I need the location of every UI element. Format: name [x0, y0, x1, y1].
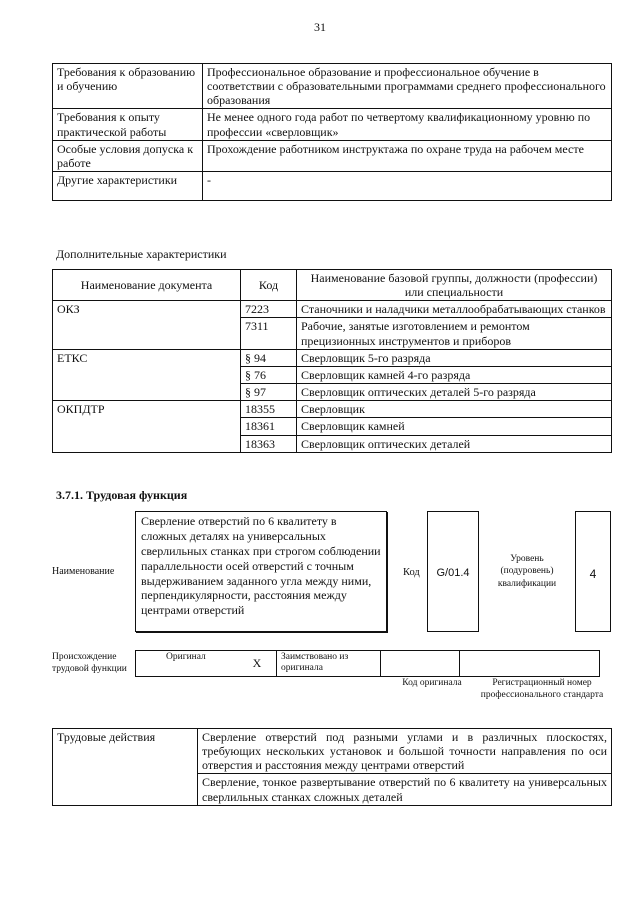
- code-cell: § 97: [241, 384, 297, 401]
- header-code: Код: [241, 270, 297, 301]
- additional-characteristics-table: [52, 269, 612, 453]
- table-row: [136, 651, 600, 677]
- code-original-cell: [381, 651, 460, 677]
- additional-title: Дополнительные характеристики: [56, 247, 227, 261]
- labor-action-item: Сверление, тонкое развертывание отверстий по 6 квалитету на универсальных сверлильных станках сложных деталей: [198, 774, 612, 805]
- code-cell: 7223: [241, 301, 297, 318]
- name-cell: Сверловщик камней: [297, 418, 612, 435]
- code-cell: § 94: [241, 349, 297, 366]
- name-cell: Сверловщик 5-го разряда: [297, 349, 612, 366]
- section-title: 3.7.1. Трудовая функция: [56, 488, 188, 502]
- table-row: [53, 172, 612, 201]
- code-cell: 18355: [241, 401, 297, 418]
- requirement-value: Профессиональное образование и профессиональное обучение в соответствии с образовательными программами среднего профессионального образования: [203, 64, 612, 109]
- name-label: Наименование: [52, 566, 115, 577]
- table-header-row: [53, 270, 612, 301]
- doc-name: ЕТКС: [53, 349, 241, 400]
- code-original-label: Код оригинала: [402, 678, 462, 688]
- labor-actions-label: Трудовые действия: [53, 729, 198, 806]
- code-value: G/01.4: [427, 511, 479, 632]
- name-cell: Сверловщик: [297, 401, 612, 418]
- header-name: Наименование базовой группы, должности (профессии) или специальности: [297, 270, 612, 301]
- requirement-label: Особые условия допуска к работе: [53, 140, 203, 171]
- original-mark: X: [238, 651, 277, 677]
- code-cell: 18361: [241, 418, 297, 435]
- requirement-label: Требования к образованию и обучению: [53, 64, 203, 109]
- name-cell: Станочники и наладчики металлообрабатывающих станков: [297, 301, 612, 318]
- table-row: [53, 64, 612, 109]
- doc-name: ОКЗ: [53, 301, 241, 349]
- code-label: Код: [403, 567, 420, 578]
- origin-label: Происхождение трудовой функции: [52, 652, 127, 674]
- reg-number-label: Регистрационный номер профессионального стандарта: [480, 678, 604, 700]
- borrowed-label: Заимствовано из оригинала: [277, 651, 381, 677]
- doc-name: ОКПДТР: [53, 401, 241, 452]
- level-value: 4: [575, 511, 611, 632]
- labor-function-name: Сверление отверстий по 6 квалитету в сложных деталях на универсальных сверлильных станках при строгом соблюдении параллельности осей отверстий с точным выдерживанием заданного угла между ними, перпендикулярности, расстояния между центрами отверстий: [135, 511, 387, 632]
- requirement-value: -: [203, 172, 612, 201]
- labor-action-item: Сверление отверстий под разными углами и в различных плоскостях, требующих нескольких установок и большой точности направления по оси отверстия и расстояния между центрами отверстий: [198, 729, 612, 774]
- original-label: Оригинал: [136, 651, 239, 677]
- table-row: [53, 349, 612, 366]
- table-row: [53, 140, 612, 171]
- name-cell: Рабочие, занятые изготовлением и ремонтом прецизионных инструментов и приборов: [297, 318, 612, 349]
- table-row: [53, 109, 612, 140]
- table-row: [53, 401, 612, 418]
- requirement-label: Другие характеристики: [53, 172, 203, 201]
- table-row: [53, 729, 612, 774]
- name-cell: Сверловщик оптических деталей 5-го разряда: [297, 384, 612, 401]
- requirements-table: [52, 63, 612, 201]
- reg-number-cell: [460, 651, 600, 677]
- name-cell: Сверловщик камней 4-го разряда: [297, 366, 612, 383]
- code-cell: 7311: [241, 318, 297, 349]
- origin-table: [135, 650, 600, 677]
- table-row: [53, 301, 612, 318]
- labor-actions-table: [52, 728, 612, 806]
- page-number: 31: [314, 20, 326, 34]
- code-cell: 18363: [241, 435, 297, 452]
- requirement-label: Требования к опыту практической работы: [53, 109, 203, 140]
- name-cell: Сверловщик оптических деталей: [297, 435, 612, 452]
- code-cell: § 76: [241, 366, 297, 383]
- requirement-value: Прохождение работником инструктажа по охране труда на рабочем месте: [203, 140, 612, 171]
- header-doc: Наименование документа: [53, 270, 241, 301]
- requirement-value: Не менее одного года работ по четвертому квалификационному уровню по профессии «сверловщик»: [203, 109, 612, 140]
- level-label: Уровень (подуровень) квалификации: [497, 554, 557, 589]
